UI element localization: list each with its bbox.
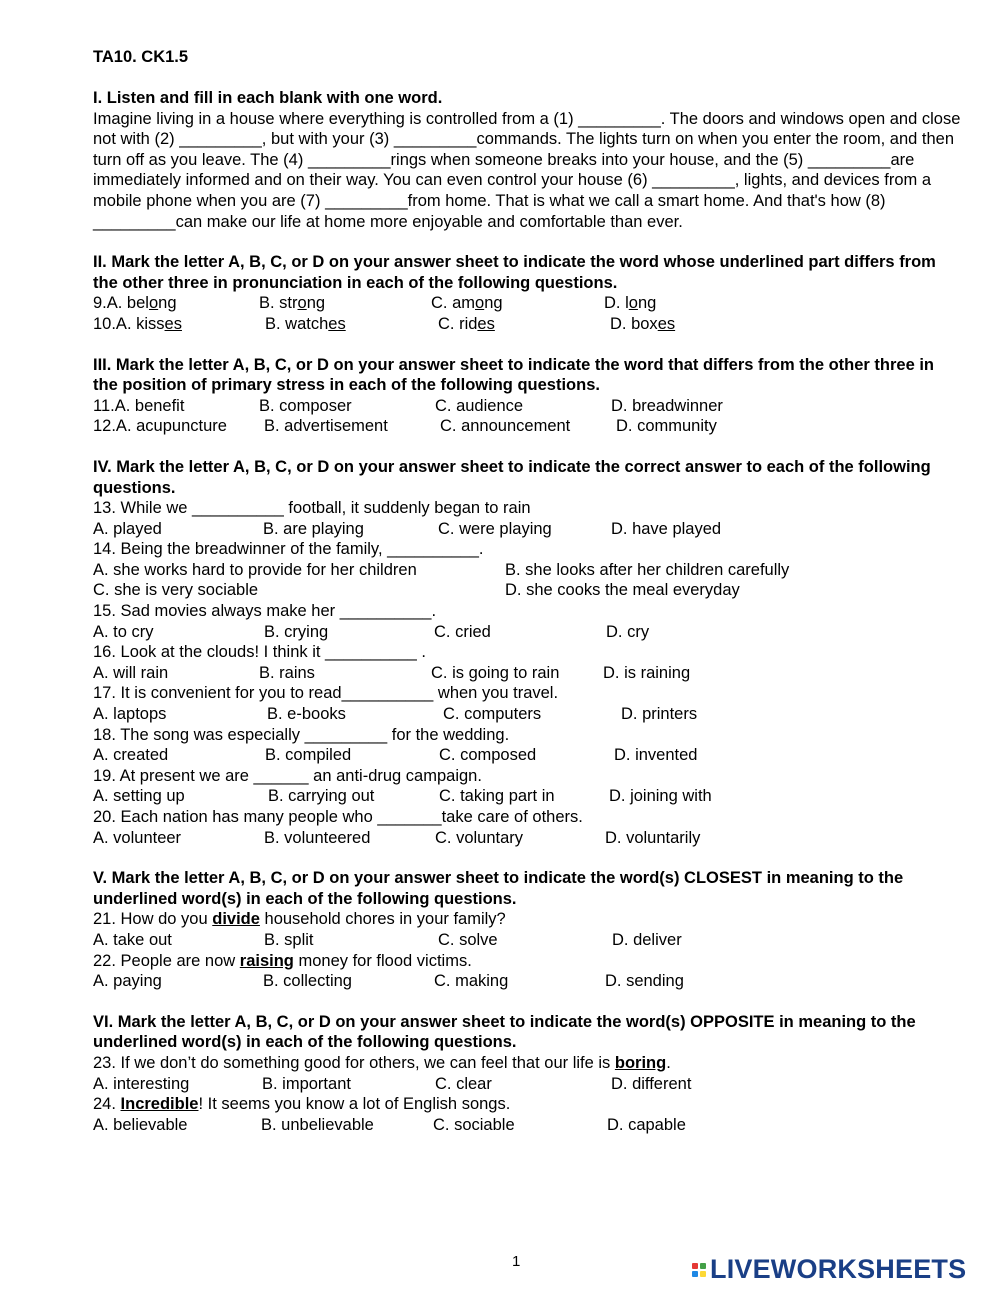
option-16c[interactable]: C. is going to rain [431,663,560,682]
option-22b[interactable]: B. collecting [263,972,352,991]
option-9a[interactable]: 9.A. belong [93,294,177,313]
blank-5[interactable]: _________ [807,150,891,169]
option-17d[interactable]: D. printers [621,705,698,724]
option-9d[interactable]: D. long [604,294,657,313]
blank-4[interactable]: _________ [307,150,391,169]
option-24c[interactable]: C. sociable [433,1115,515,1134]
options-20 [93,828,963,849]
question-17: 17. It is convenient for you to read__________ when you travel. [93,684,559,703]
option-22a[interactable]: A. paying [93,972,162,991]
section-heading: VI. Mark the letter A, B, C, or D on your answer sheet to indicate the word(s) OPPOSITE in meaning to the underlined word(s) in each of the following questions. [93,1012,916,1052]
option-15d[interactable]: D. cry [606,622,650,641]
option-22c[interactable]: C. making [434,972,509,991]
options-23 [93,1074,963,1095]
option-24b[interactable]: B. unbelievable [261,1115,374,1134]
options-16 [93,663,963,684]
option-18b[interactable]: B. compiled [265,746,352,765]
worksheet-page [93,46,963,1155]
option-16a[interactable]: A. will rain [93,663,169,682]
question-20: 20. Each nation has many people who _______take care of others. [93,808,583,826]
option-20b[interactable]: B. volunteered [264,828,371,847]
option-23d[interactable]: D. different [611,1074,692,1093]
option-18a[interactable]: A. created [93,746,169,765]
option-22d[interactable]: D. sending [605,972,684,991]
section-grammar [93,457,963,848]
brand-name: LIVEWORKSHEETS [710,1254,967,1284]
passage-text: from home. That is what we call a smart home. And that's how (8) [407,191,886,210]
question-15: 15. Sad movies always make her __________. [93,602,437,621]
option-19a[interactable]: A. setting up [93,787,185,806]
question-22: 22. People are now raising money for flood victims. [93,951,472,970]
question-row-11 [93,396,963,417]
options-15 [93,622,963,643]
options-19 [93,786,963,807]
passage-text: , but with your (3) [261,130,394,149]
options-22 [93,971,963,992]
section-heading: I. Listen and fill in each blank with one word. [93,89,443,107]
option-13b[interactable]: B. are playing [263,519,364,538]
question-row-9 [93,293,963,314]
option-10b[interactable]: B. watches [265,314,346,333]
document-title: TA10. CK1.5 [93,48,189,66]
option-24d[interactable]: D. capable [607,1115,686,1134]
blank-7[interactable]: _________ [325,191,408,210]
question-row-10 [93,314,963,335]
option-15a[interactable]: A. to cry [93,622,154,641]
option-14a[interactable]: A. she works hard to provide for her children [93,560,417,579]
option-9c[interactable]: C. among [431,294,503,313]
liveworksheets-brand[interactable] [692,1254,966,1285]
option-21b[interactable]: B. split [264,930,314,949]
passage-text: can make our life at home more enjoyable and comfortable than ever. [175,212,683,231]
option-18c[interactable]: C. composed [439,746,537,765]
page-number: 1 [512,1253,521,1270]
blank-2[interactable]: _________ [179,130,262,149]
question-18: 18. The song was especially _________ for the wedding. [93,725,510,744]
underlined-word: divide [212,910,260,929]
option-10c[interactable]: C. rides [438,314,495,333]
blank-8[interactable]: _________ [93,212,176,231]
option-10a[interactable]: 10.A. kisses [93,314,182,333]
option-13c[interactable]: C. were playing [438,519,552,538]
option-17c[interactable]: C. computers [443,705,542,724]
section-heading: V. Mark the letter A, B, C, or D on your answer sheet to indicate the word(s) CLOSEST in meaning to the underlined word(s) in each of the following questions. [93,869,904,908]
option-18d[interactable]: D. invented [614,746,698,765]
option-20a[interactable]: A. volunteer [93,828,182,847]
options-14-row2 [93,580,963,601]
option-19d[interactable]: D. joining with [609,787,712,806]
question-21: 21. How do you divide household chores in your family? [93,910,506,929]
question-14: 14. Being the breadwinner of the family, __________. [93,540,484,559]
blank-3[interactable]: _________ [393,130,477,149]
option-23b[interactable]: B. important [262,1074,351,1093]
option-15b[interactable]: B. crying [264,622,329,641]
section-heading: II. Mark the letter A, B, C, or D on your answer sheet to indicate the word whose underlined part differs from the other three in pronunciation in each of the following questions. [93,253,936,292]
option-11a[interactable]: 11.A. benefit [93,396,185,415]
section-heading: IV. Mark the letter A, B, C, or D on your answer sheet to indicate the correct answer to each of the following questions. [93,457,931,497]
option-11c[interactable]: C. audience [435,396,524,415]
option-13d[interactable]: D. have played [611,519,722,538]
underlined-word: raising [239,951,294,970]
option-11b[interactable]: B. composer [259,396,352,415]
option-13a[interactable]: A. played [93,519,162,538]
section-listening [93,88,963,232]
question-13: 13. While we __________ football, it suddenly began to rain [93,499,531,518]
option-17a[interactable]: A. laptops [93,705,167,724]
options-21 [93,930,963,951]
options-24 [93,1115,963,1136]
section-synonyms [93,868,963,992]
blank-1[interactable]: _________ [578,109,661,128]
option-14d[interactable]: D. she cooks the meal everyday [505,581,740,600]
blank-6[interactable]: _________ [652,171,735,190]
option-15c[interactable]: C. cried [434,622,491,641]
option-21c[interactable]: C. solve [438,930,498,949]
question-16: 16. Look at the clouds! I think it __________ . [93,643,426,662]
passage-text: are immediately informed and on their way. You can even control your house (6) [93,150,915,190]
question-23: 23. If we don’t do something good for others, we can feel that our life is boring. [93,1053,671,1072]
option-12b[interactable]: B. advertisement [264,417,388,436]
option-16d[interactable]: D. is raining [603,663,691,682]
listening-passage [93,109,963,233]
option-20c[interactable]: C. voluntary [435,828,524,847]
option-10d[interactable]: D. boxes [610,314,676,333]
options-17 [93,704,963,725]
section-pronunciation [93,252,963,334]
underlined-word: boring [614,1053,667,1072]
option-23a[interactable]: A. interesting [93,1074,190,1093]
options-13 [93,519,963,540]
question-24: 24. Incredible! It seems you know a lot of English songs. [93,1095,511,1114]
option-24a[interactable]: A. believable [93,1115,188,1134]
option-14b[interactable]: B. she looks after her children carefully [505,560,790,579]
option-12d[interactable]: D. community [616,417,717,436]
question-row-12 [93,416,963,437]
options-14-row1 [93,560,963,581]
option-9b[interactable]: B. strong [259,294,326,313]
passage-text: Imagine living in a house where everything is controlled from a (1) [93,109,579,128]
option-11d[interactable]: D. breadwinner [611,396,723,415]
option-19b[interactable]: B. carrying out [268,787,375,806]
option-19c[interactable]: C. taking part in [439,787,555,806]
option-23c[interactable]: C. clear [435,1074,492,1093]
section-heading: III. Mark the letter A, B, C, or D on your answer sheet to indicate the word that differs from the other three in the position of primary stress in each of the following questions. [93,355,935,395]
option-16b[interactable]: B. rains [259,663,315,682]
option-14c[interactable]: C. she is very sociable [93,581,259,600]
option-12a[interactable]: 12.A. acupuncture [93,417,227,436]
option-21a[interactable]: A. take out [93,930,172,949]
passage-text: rings when someone breaks into your house, and the (5) [390,150,808,169]
option-21d[interactable]: D. deliver [612,930,682,949]
section-stress [93,355,963,437]
question-19: 19. At present we are ______ an anti-drug campaign. [93,766,482,785]
underlined-word: Incredible [120,1095,199,1114]
options-18 [93,745,963,766]
passage-text: , lights, and devices from a mobile phone when you are (7) [93,171,932,210]
passage-text: commands. The lights turn on when you enter the room, and then turn off as you leave. The (4) [93,130,955,169]
option-20d[interactable]: D. voluntarily [605,828,701,847]
option-12c[interactable]: C. announcement [440,417,571,436]
passage-text: . The doors and windows open and close not with (2) [93,109,961,149]
liveworksheets-logo-icon [692,1263,706,1277]
section-antonyms [93,1012,963,1136]
option-17b[interactable]: B. e-books [267,705,346,724]
